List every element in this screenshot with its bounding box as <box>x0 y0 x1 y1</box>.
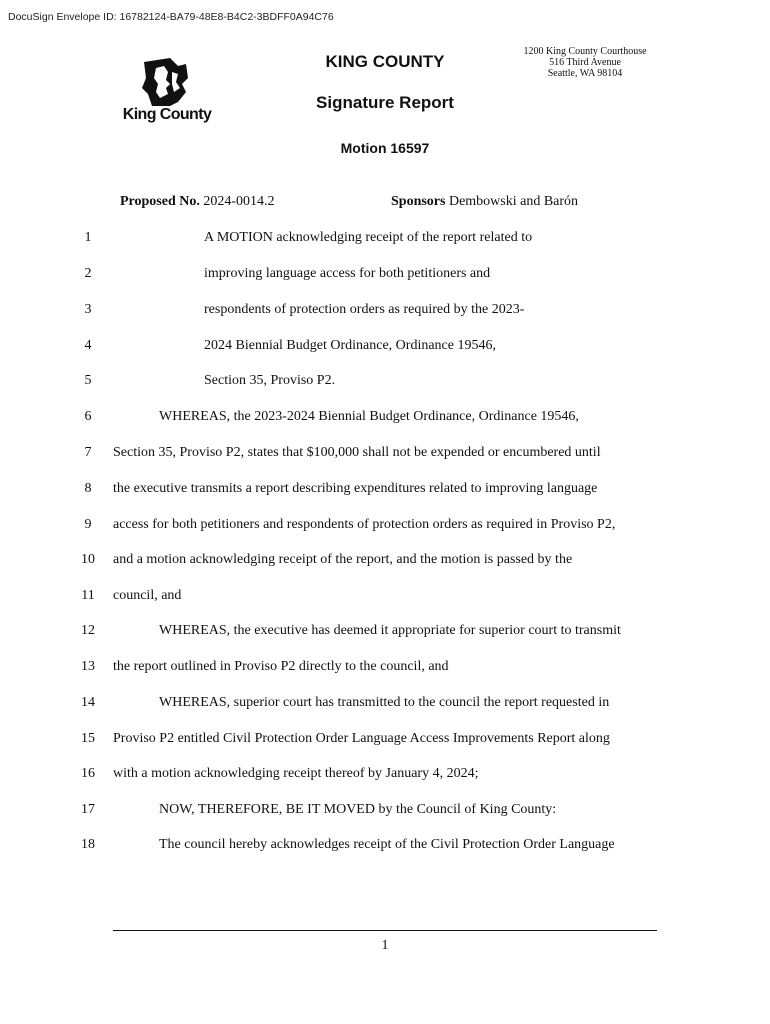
page-number: 1 <box>381 938 389 953</box>
text-line: Section 35, Proviso P2. <box>204 373 336 388</box>
text-line: Proviso P2 entitled Civil Protection Order Language Access Improvements Report along <box>113 731 610 746</box>
line-number: 8 <box>84 481 92 496</box>
text-line: with a motion acknowledging receipt thereof by January 4, 2024; <box>113 766 479 781</box>
line-number: 7 <box>84 445 92 460</box>
line-number: 12 <box>81 623 95 638</box>
proposed-number <box>120 194 275 210</box>
proposed-label: Proposed No. <box>120 194 200 209</box>
motion-title: Motion 16597 <box>340 140 430 156</box>
report-title: Signature Report <box>316 93 454 112</box>
line-number: 10 <box>81 552 95 567</box>
text-line: and a motion acknowledging receipt of the report, and the motion is passed by the <box>113 552 573 567</box>
sponsors-value: Dembowski and Barón <box>448 194 579 209</box>
address-line: 1200 King County Courthouse <box>523 46 647 57</box>
text-line: the report outlined in Proviso P2 directly to the council, and <box>113 659 449 674</box>
line-number: 13 <box>81 659 95 674</box>
text-line: Section 35, Proviso P2, states that $100,000 shall not be expended or encumbered until <box>113 445 601 460</box>
address-line: 516 Third Avenue <box>549 57 621 68</box>
line-number: 6 <box>84 409 92 424</box>
docusign-envelope-id: DocuSign Envelope ID: 16782124-BA79-48E8-B4C2-3BDFF0A94C76 <box>8 11 334 23</box>
king-county-portrait-icon <box>112 58 222 108</box>
line-number: 17 <box>81 802 95 817</box>
line-number: 3 <box>84 302 92 317</box>
logo-text: King County <box>122 106 212 123</box>
line-number: 18 <box>81 837 95 852</box>
sponsors <box>391 194 578 210</box>
line-number: 1 <box>84 230 92 245</box>
text-line: The council hereby acknowledges receipt of the Civil Protection Order Language <box>159 837 615 852</box>
king-county-logo <box>112 58 222 130</box>
text-line: A MOTION acknowledging receipt of the report related to <box>204 230 533 245</box>
line-number: 5 <box>84 373 92 388</box>
text-line: WHEREAS, superior court has transmitted to the council the report requested in <box>159 695 610 710</box>
text-line: 2024 Biennial Budget Ordinance, Ordinance 19546, <box>204 338 496 353</box>
text-line: improving language access for both petitioners and <box>204 266 491 281</box>
sponsors-label: Sponsors <box>391 194 446 209</box>
line-number: 9 <box>84 517 92 532</box>
text-line: WHEREAS, the executive has deemed it appropriate for superior court to transmit <box>159 623 621 638</box>
line-number: 11 <box>81 588 95 603</box>
line-number: 16 <box>81 766 95 781</box>
text-line: NOW, THEREFORE, BE IT MOVED by the Council of King County: <box>159 802 557 817</box>
county-title: KING COUNTY <box>325 52 445 71</box>
line-number: 15 <box>81 731 95 746</box>
courthouse-address <box>500 46 670 79</box>
text-line: respondents of protection orders as required by the 2023- <box>204 302 525 317</box>
text-line: the executive transmits a report describing expenditures related to improving language <box>113 481 598 496</box>
line-number: 14 <box>81 695 95 710</box>
address-line: Seattle, WA 98104 <box>547 68 623 79</box>
text-line: WHEREAS, the 2023-2024 Biennial Budget Ordinance, Ordinance 19546, <box>159 409 579 424</box>
line-number: 2 <box>84 266 92 281</box>
text-line: council, and <box>113 588 182 603</box>
text-line: access for both petitioners and respondents of protection orders as required in Proviso P2, <box>113 517 616 532</box>
footer-rule <box>113 930 657 931</box>
line-number: 4 <box>84 338 92 353</box>
proposed-value: 2024-0014.2 <box>203 194 275 209</box>
